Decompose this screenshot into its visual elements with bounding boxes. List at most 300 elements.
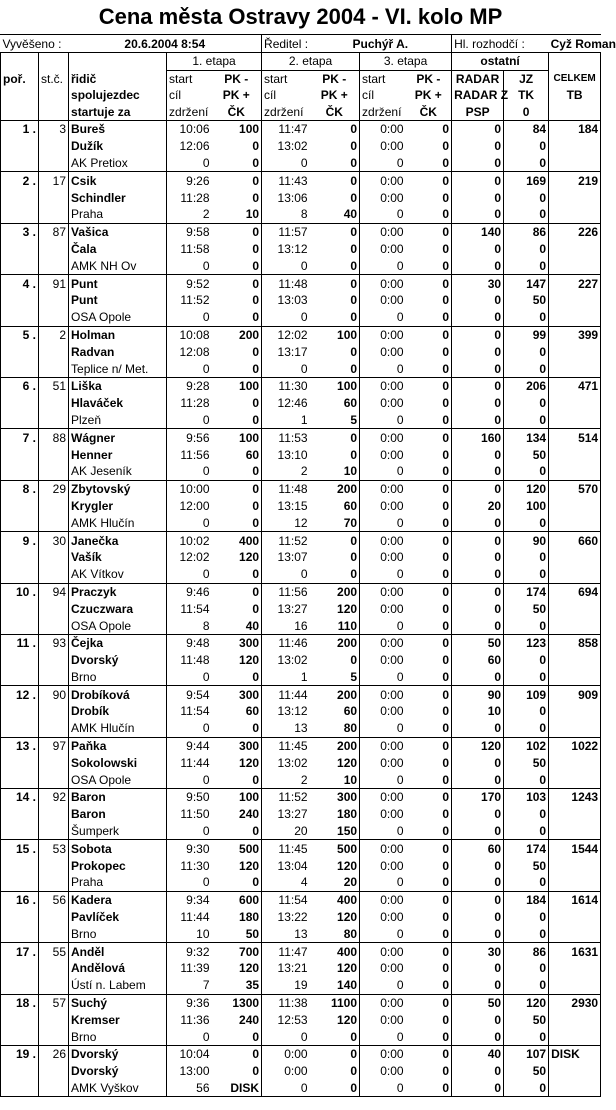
startno-cell (39, 549, 69, 566)
stage1-penalty-cell: 100 (212, 789, 262, 806)
stage3-penalty-cell: 0 (406, 669, 452, 686)
total-cell (549, 463, 601, 480)
psp-header: PSP (452, 104, 504, 121)
stage3-penalty-cell: 0 (406, 377, 452, 394)
stage2-penalty-cell: 0 (310, 1063, 360, 1080)
stage1-penalty-cell: 0 (212, 172, 262, 189)
jz-tk-cell: 50 (504, 1063, 549, 1080)
stage3-time-cell: 0 (360, 309, 406, 326)
stage3-time-cell: 0 (360, 617, 406, 634)
stage2-penalty-cell: 40 (310, 206, 360, 223)
startno-cell (39, 257, 69, 274)
stage3-penalty-cell: 0 (406, 617, 452, 634)
stage2-time-cell: 13:27 (277, 807, 308, 822)
club-cell: Praha (69, 206, 167, 223)
stage3-time-cell: 0 (360, 566, 406, 583)
driver-cell: Holman (69, 326, 167, 343)
rank-cell: 1 . (1, 121, 39, 138)
table-row (1, 514, 601, 531)
tb-header: TB (549, 87, 601, 104)
stage3-time-cell: 0:00 (380, 276, 404, 291)
stage3-time-cell: 0:00 (380, 1047, 404, 1062)
table-row (1, 189, 601, 206)
stage1-time-cell: 56 (167, 1080, 212, 1097)
club-cell: Ústí n. Labem (69, 977, 167, 994)
tk-header: TK (504, 87, 549, 104)
startno-cell (39, 1080, 69, 1097)
radar-cell: 0 (452, 206, 504, 223)
radar-cell: 0 (452, 480, 504, 497)
jz-tk-cell: 50 (504, 600, 549, 617)
director-label: Ředitel : (262, 35, 310, 53)
finish2-header: cíl (264, 88, 277, 103)
stage1-time-cell: 9:28 (186, 379, 210, 394)
stage3-time-cell: 0:00 (380, 482, 404, 497)
stage2-penalty-cell: 0 (310, 309, 360, 326)
stage1-penalty-cell: 120 (212, 549, 262, 566)
stage1-time-cell: 7 (167, 977, 212, 994)
radar-cell: 140 (452, 223, 504, 240)
stage1-time-cell: 8 (167, 617, 212, 634)
stage3-penalty-cell: 0 (406, 189, 452, 206)
jz-tk-cell: 120 (504, 994, 549, 1011)
total-cell: 514 (549, 429, 601, 446)
rank-cell: 9 . (1, 532, 39, 549)
jz-tk-cell: 0 (504, 669, 549, 686)
table-row (1, 121, 601, 138)
stage1-time-cell: 0 (167, 874, 212, 891)
pkminus1-header: PK - (212, 70, 262, 87)
stage3-penalty-cell: 0 (406, 121, 452, 138)
stage2-time-cell: 12:46 (277, 396, 308, 411)
radar-cell: 60 (452, 840, 504, 857)
jz-tk-cell: 103 (504, 789, 549, 806)
stage1-penalty-cell: 0 (212, 823, 262, 840)
table-row (1, 138, 601, 155)
stage1-time-cell: 0 (167, 514, 212, 531)
rank-cell: 12 . (1, 686, 39, 703)
rank-cell (1, 771, 39, 788)
stage2-time-cell: 4 (262, 874, 310, 891)
total-cell (549, 395, 601, 412)
startno-cell: 29 (39, 480, 69, 497)
stage3-penalty-cell: 0 (406, 532, 452, 549)
table-row (1, 377, 601, 394)
stage1-time-cell: 0 (167, 1028, 212, 1045)
total-cell: 1631 (549, 943, 601, 960)
radar-cell: 0 (452, 617, 504, 634)
jz-tk-cell: 50 (504, 754, 549, 771)
stage1-penalty-cell: 0 (212, 412, 262, 429)
stage3-penalty-cell: 0 (406, 206, 452, 223)
stage1-time-cell: 9:30 (186, 841, 210, 856)
startno-cell: 30 (39, 532, 69, 549)
radar-cell: 0 (452, 566, 504, 583)
stage1-penalty-cell: 120 (212, 754, 262, 771)
startno-cell (39, 343, 69, 360)
stage2-time-cell: 11:57 (278, 225, 308, 240)
radar-cell: 0 (452, 360, 504, 377)
delay1-header: zdržení (167, 104, 212, 121)
stage3-time-cell: 0:00 (380, 841, 404, 856)
stage2-penalty-cell: 0 (310, 155, 360, 172)
rank-cell: 8 . (1, 480, 39, 497)
stage1-penalty-cell: 120 (212, 652, 262, 669)
jz-tk-cell: 0 (504, 617, 549, 634)
table-row (1, 1080, 601, 1097)
table-row (1, 360, 601, 377)
stage3-time-cell: 0:00 (380, 447, 404, 462)
stage2-time-cell: 13:02 (277, 653, 308, 668)
stage2-penalty-cell: 0 (310, 1046, 360, 1063)
stage3-penalty-cell: 0 (406, 326, 452, 343)
jz-tk-cell: 109 (504, 686, 549, 703)
stage3-time-cell: 0 (360, 720, 406, 737)
stage1-penalty-cell: 40 (212, 617, 262, 634)
pkplus2-header: PK + (310, 87, 360, 104)
total-cell: 399 (549, 326, 601, 343)
stage1-time-cell: 12:00 (179, 498, 210, 513)
startno-cell (39, 960, 69, 977)
radar-cell: 50 (452, 634, 504, 651)
total-cell (549, 206, 601, 223)
total-cell: 660 (549, 532, 601, 549)
radar-cell: 120 (452, 737, 504, 754)
stage3-time-cell: 0 (360, 823, 406, 840)
table-row (1, 634, 601, 651)
stage1-time-cell: 11:36 (180, 1012, 210, 1027)
stage3-label: 3. etapa (360, 53, 452, 71)
codriver-cell: Punt (69, 292, 167, 309)
stage1-penalty-cell: 10 (212, 206, 262, 223)
stage1-penalty-cell: 0 (212, 498, 262, 515)
total-cell (549, 566, 601, 583)
stage2-penalty-cell: 0 (310, 360, 360, 377)
club-cell: Plzeň (69, 412, 167, 429)
jz-tk-cell: 84 (504, 121, 549, 138)
stage1-time-cell: 11:44 (180, 755, 210, 770)
table-row (1, 823, 601, 840)
radar-cell: 0 (452, 1011, 504, 1028)
stage3-penalty-cell: 0 (406, 343, 452, 360)
radar-cell: 30 (452, 275, 504, 292)
stage1-time-cell: 9:34 (186, 893, 210, 908)
radar-cell: 40 (452, 1046, 504, 1063)
table-row (1, 891, 601, 908)
stage3-penalty-cell: 0 (406, 771, 452, 788)
radar-cell: 0 (452, 309, 504, 326)
jz-tk-cell: 0 (504, 189, 549, 206)
table-row (1, 874, 601, 891)
stage3-penalty-cell: 0 (406, 566, 452, 583)
table-row (1, 412, 601, 429)
table-row (1, 498, 601, 515)
stage1-time-cell: 10:02 (179, 533, 210, 548)
stage2-penalty-cell: 5 (310, 412, 360, 429)
table-row (1, 1046, 601, 1063)
startno-cell (39, 754, 69, 771)
table-row (1, 275, 601, 292)
stage2-time-cell: 11:43 (278, 173, 308, 188)
startno-cell (39, 292, 69, 309)
total-cell (549, 514, 601, 531)
stage1-penalty-cell: 300 (212, 737, 262, 754)
stage3-penalty-cell: 0 (406, 960, 452, 977)
stage3-time-cell: 0:00 (380, 344, 404, 359)
jz-tk-cell: 169 (504, 172, 549, 189)
stage1-time-cell: 0 (167, 309, 212, 326)
codriver-cell: Hlaváček (69, 395, 167, 412)
jz-tk-cell: 0 (504, 549, 549, 566)
table-row (1, 600, 601, 617)
stage2-time-cell: 13:27 (277, 601, 308, 616)
stage1-penalty-cell: 120 (212, 857, 262, 874)
jz-tk-cell: 0 (504, 960, 549, 977)
stage1-time-cell: 9:56 (186, 430, 210, 445)
total-cell: 1614 (549, 891, 601, 908)
stage2-penalty-cell: 10 (310, 771, 360, 788)
total-cell: 909 (549, 686, 601, 703)
total-cell (549, 1011, 601, 1028)
stage2-penalty-cell: 80 (310, 925, 360, 942)
stage1-time-cell: 0 (167, 823, 212, 840)
stage2-time-cell: 13:07 (277, 550, 308, 565)
stage1-penalty-cell: 120 (212, 960, 262, 977)
startno-cell: 56 (39, 891, 69, 908)
rank-cell: 3 . (1, 223, 39, 240)
stage2-label: 2. etapa (262, 53, 360, 71)
stage2-penalty-cell: 0 (310, 223, 360, 240)
stage2-penalty-cell: 200 (310, 480, 360, 497)
stage1-penalty-cell: 100 (212, 429, 262, 446)
stage3-penalty-cell: 0 (406, 395, 452, 412)
table-row (1, 617, 601, 634)
stage3-time-cell: 0:00 (380, 430, 404, 445)
total-cell (549, 257, 601, 274)
stage1-penalty-cell: 0 (212, 480, 262, 497)
rank-cell (1, 498, 39, 515)
stage2-penalty-cell: 60 (310, 703, 360, 720)
club-cell: AMK Hlučín (69, 720, 167, 737)
stage3-penalty-cell: 0 (406, 309, 452, 326)
stage3-penalty-cell: 0 (406, 754, 452, 771)
radar-cell: 0 (452, 326, 504, 343)
stage2-penalty-cell: 400 (310, 891, 360, 908)
startno-cell (39, 874, 69, 891)
rank-cell (1, 155, 39, 172)
club-cell: Šumperk (69, 823, 167, 840)
radar-cell: 60 (452, 652, 504, 669)
rank-cell (1, 241, 39, 258)
stage2-penalty-cell: 20 (310, 874, 360, 891)
pkplus3-header: PK + (406, 87, 452, 104)
stage2-penalty-cell: 5 (310, 669, 360, 686)
table-row (1, 652, 601, 669)
total-cell (549, 1028, 601, 1045)
start2-header: start (264, 71, 288, 86)
stage2-time-cell: 20 (262, 823, 310, 840)
stage3-penalty-cell: 0 (406, 549, 452, 566)
startno-cell (39, 669, 69, 686)
total-cell (549, 292, 601, 309)
stage2-penalty-cell: 0 (310, 549, 360, 566)
jz-tk-cell: 0 (504, 806, 549, 823)
startno-cell: 93 (39, 634, 69, 651)
jz-tk-cell: 0 (504, 463, 549, 480)
table-row (1, 789, 601, 806)
driver-cell: Čejka (69, 634, 167, 651)
rank-cell (1, 1080, 39, 1097)
rank-cell (1, 549, 39, 566)
stage3-penalty-cell: 0 (406, 652, 452, 669)
stage2-time-cell: 0 (262, 1080, 310, 1097)
jz-tk-cell: 0 (504, 1080, 549, 1097)
radar-cell: 0 (452, 189, 504, 206)
startno-cell (39, 925, 69, 942)
radar-cell: 0 (452, 823, 504, 840)
stage2-time-cell: 11:48 (278, 276, 308, 291)
stage3-penalty-cell: 0 (406, 583, 452, 600)
stage3-time-cell: 0:00 (380, 807, 404, 822)
stage3-penalty-cell: 0 (406, 257, 452, 274)
stage1-penalty-cell: 100 (212, 377, 262, 394)
stage3-penalty-cell: 0 (406, 977, 452, 994)
startno-cell (39, 360, 69, 377)
stage1-time-cell: 11:44 (180, 910, 210, 925)
stage3-time-cell: 0:00 (380, 910, 404, 925)
stage2-time-cell: 0 (262, 309, 310, 326)
stage3-time-cell: 0:00 (380, 379, 404, 394)
start3-header: start (362, 71, 386, 86)
jz-tk-cell: 0 (504, 909, 549, 926)
rank-cell (1, 977, 39, 994)
table-row (1, 155, 601, 172)
startno-cell: 91 (39, 275, 69, 292)
table-row (1, 292, 601, 309)
table-row (1, 549, 601, 566)
total-cell (549, 1080, 601, 1097)
stage1-time-cell: 2 (167, 206, 212, 223)
stage-header-row (1, 53, 601, 71)
driver-header: řidič (69, 70, 167, 87)
jz-tk-cell: 102 (504, 737, 549, 754)
stage2-time-cell: 11:52 (278, 533, 308, 548)
startno-cell (39, 703, 69, 720)
startno-cell: 57 (39, 994, 69, 1011)
driver-cell: Wágner (69, 429, 167, 446)
pkplus1-header: PK + (212, 87, 262, 104)
stage1-penalty-cell: 0 (212, 395, 262, 412)
table-row (1, 669, 601, 686)
rank-cell (1, 652, 39, 669)
jz-tk-cell: 0 (504, 241, 549, 258)
stage1-penalty-cell: 0 (212, 223, 262, 240)
startno-cell (39, 514, 69, 531)
startno-cell: 55 (39, 943, 69, 960)
stage1-penalty-cell: 400 (212, 532, 262, 549)
radar-cell: 0 (452, 1080, 504, 1097)
table-row (1, 925, 601, 942)
rank-cell (1, 138, 39, 155)
stage3-time-cell: 0:00 (380, 996, 404, 1011)
startno-cell: 3 (39, 121, 69, 138)
stage1-penalty-cell: 0 (212, 874, 262, 891)
startno-cell: 92 (39, 789, 69, 806)
driver-cell: Vašica (69, 223, 167, 240)
stage1-penalty-cell: 0 (212, 1028, 262, 1045)
total-cell: 694 (549, 583, 601, 600)
stage2-time-cell: 0 (262, 155, 310, 172)
club-header: startuje za (69, 104, 167, 121)
club-cell: Teplice n/ Met. (69, 360, 167, 377)
stage3-time-cell: 0:00 (380, 739, 404, 754)
judge-value: Cyž Roman (550, 36, 616, 51)
rank-cell (1, 360, 39, 377)
delay2-header: zdržení (262, 104, 310, 121)
stage3-time-cell: 0 (360, 463, 406, 480)
radar-cell: 0 (452, 1063, 504, 1080)
jz-tk-cell: 0 (504, 343, 549, 360)
zero-header: 0 (504, 104, 549, 121)
rank-cell (1, 857, 39, 874)
stage2-penalty-cell: 0 (310, 1080, 360, 1097)
stage2-penalty-cell: 200 (310, 634, 360, 651)
startno-cell (39, 806, 69, 823)
stage2-time-cell: 11:47 (278, 122, 308, 137)
stage1-penalty-cell: 0 (212, 771, 262, 788)
startno-cell (39, 1028, 69, 1045)
stage2-penalty-cell: 100 (310, 326, 360, 343)
stage3-time-cell: 0:00 (380, 653, 404, 668)
stage3-time-cell: 0:00 (380, 944, 404, 959)
stage2-penalty-cell: 0 (310, 241, 360, 258)
stage1-time-cell: 10:08 (179, 327, 210, 342)
stage3-penalty-cell: 0 (406, 925, 452, 942)
stage3-penalty-cell: 0 (406, 275, 452, 292)
table-row (1, 909, 601, 926)
stage2-time-cell: 11:38 (278, 996, 308, 1011)
stage1-penalty-cell: 500 (212, 840, 262, 857)
stage3-penalty-cell: 0 (406, 737, 452, 754)
stage2-time-cell: 13:12 (277, 704, 308, 719)
table-row (1, 960, 601, 977)
table-row (1, 994, 601, 1011)
club-cell: OSA Opole (69, 617, 167, 634)
stage1-time-cell: 12:06 (179, 139, 210, 154)
stage3-penalty-cell: 0 (406, 703, 452, 720)
total-cell: 226 (549, 223, 601, 240)
stage3-penalty-cell: 0 (406, 429, 452, 446)
stage1-penalty-cell: 0 (212, 514, 262, 531)
stage1-time-cell: 12:08 (179, 344, 210, 359)
posted-label: Vyvěšeno : (2, 36, 62, 51)
stage2-penalty-cell: 400 (310, 943, 360, 960)
stage1-penalty-cell: 0 (212, 463, 262, 480)
club-cell: AMK NH Ov (69, 257, 167, 274)
table-row (1, 532, 601, 549)
radar-cell: 0 (452, 720, 504, 737)
stage2-penalty-cell: 0 (310, 429, 360, 446)
codriver-cell: Schindler (69, 189, 167, 206)
stage1-time-cell: 9:50 (186, 790, 210, 805)
stage1-time-cell: 11:50 (180, 807, 210, 822)
jz-tk-cell: 0 (504, 823, 549, 840)
radar-cell: 0 (452, 446, 504, 463)
stage2-time-cell: 13:02 (277, 755, 308, 770)
stage3-penalty-cell: 0 (406, 840, 452, 857)
total-cell (549, 412, 601, 429)
rank-cell (1, 446, 39, 463)
